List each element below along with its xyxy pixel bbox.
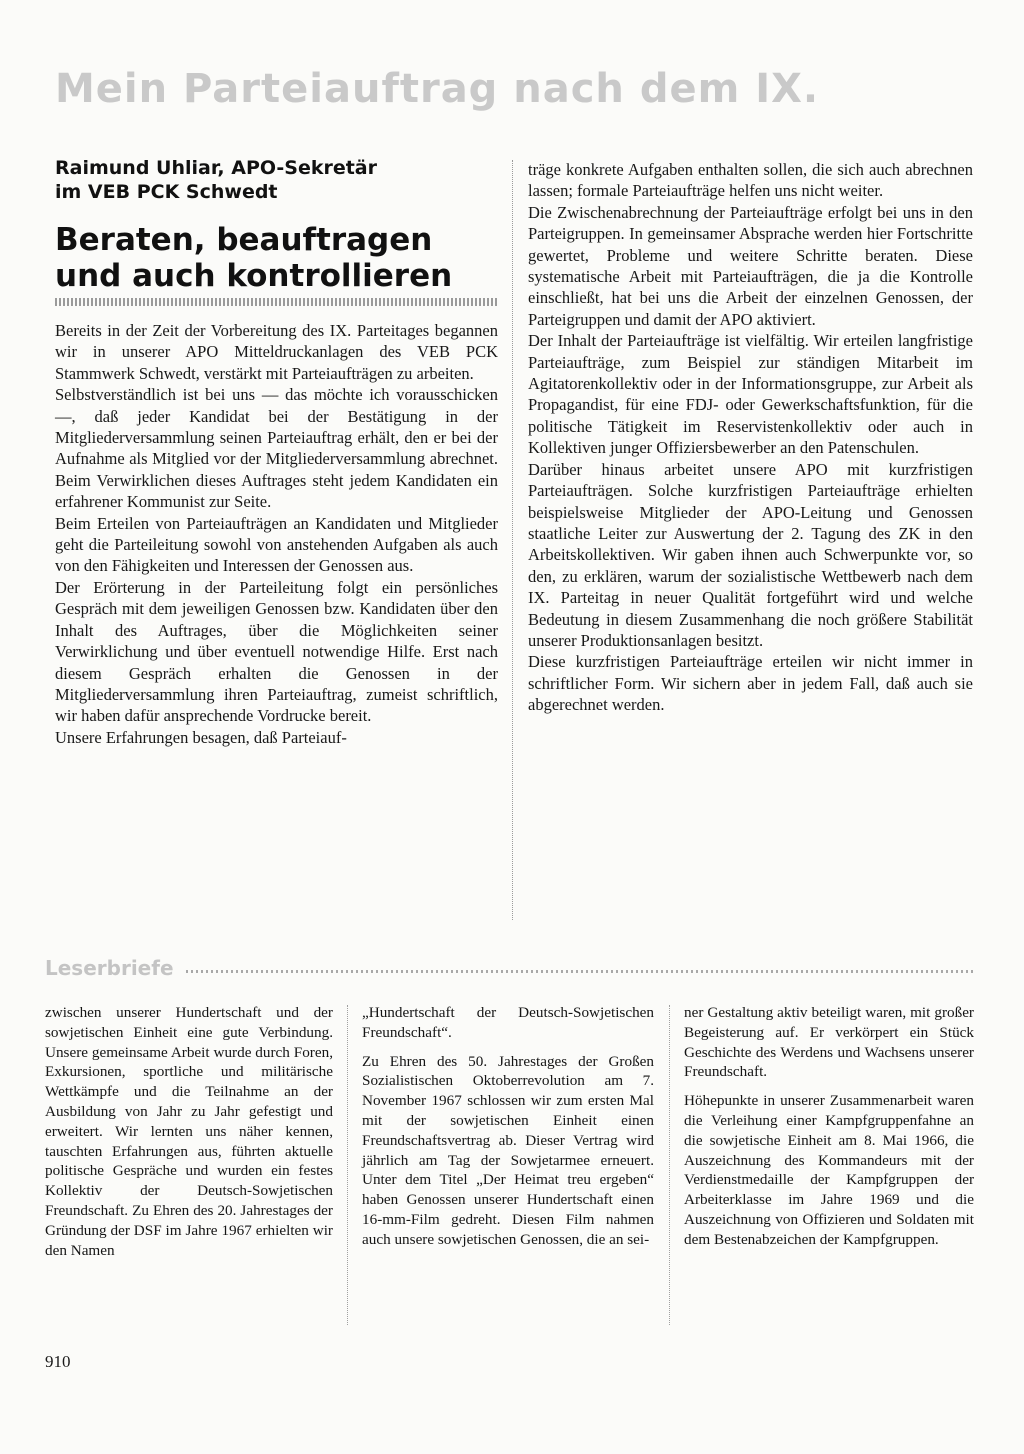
article-paragraph: Der Erörterung in der Parteileitung folgt ein persönliches Gespräch mit dem jeweiligen Genossen bzw. Kandidaten über den Inhalt des Auftrages, über die Möglichkeiten seiner Verwirklichung und über eventuell notwendige Hilfe. Erst nach diesem Gespräch erhalten die Genossen in der Mitgliederversammlung ihren Parteiauftrag, zumeist schriftlich, wir haben dafür ansprechende Vordrucke bereit. (55, 577, 498, 726)
byline-line: Raimund Uhliar, APO-Sekretär (55, 157, 377, 179)
article-paragraph: Diese kurzfristigen Parteiaufträge erteilen wir nicht immer in schriftlicher Form. Wir sichern aber in jedem Fall, daß auch sie abgerechnet werden. (528, 652, 973, 715)
letters-column-2 (362, 1003, 654, 1250)
letters-section-rule (186, 970, 973, 973)
letters-section-label: Leserbriefe (45, 956, 174, 980)
article-paragraph: Unsere Erfahrungen besagen, daß Parteiauf- (55, 727, 347, 747)
letter-paragraph: ner Gestaltung aktiv beteiligt waren, mit großer Begeisterung auf. Er verkörpert ein Stück Geschichte des Werdens und Wachsens unserer Freundschaft. (684, 1004, 974, 1081)
article-column-right (528, 159, 973, 716)
letter-paragraph: zwischen unserer Hundertschaft und der sowjetischen Einheit eine gute Verbindung. Unsere gemeinsame Arbeit wurde durch Foren, Exkursionen, sportliche und militärische Wettkämpfe und die Teilnahme an der Ausbildung von Jahr zu Jahr gefestigt und erweitert. Wir lernten uns näher kennen, tauschten Erfahrungen aus, führten aktuelle politische Gespräche und wurden ein festes Kollektiv der Deutsch-Sowjetischen Freundschaft. Zu Ehren des 20. Jahrestages der Gründung der DSF im Jahre 1967 erhielten wir den Namen (45, 1004, 333, 1259)
letter-paragraph: „Hundertschaft der Deutsch-Sowjetischen Freundschaft“. (362, 1004, 654, 1041)
section-banner: Mein Parteiauftrag nach dem IX. (55, 66, 820, 112)
article-paragraph: Bereits in der Zeit der Vorbereitung des IX. Parteitages begannen wir in unserer APO Mitteldruckanlagen des VEB PCK Stammwerk Schwedt, verstärkt mit Parteiaufträgen zu arbeiten. (55, 321, 498, 383)
headline-rule (55, 298, 498, 306)
letters-column-3 (684, 1003, 974, 1250)
page-number: 910 (45, 1352, 71, 1371)
article-column-left (55, 320, 498, 748)
headline-line: und auch kontrollieren (55, 258, 453, 294)
article-headline (55, 222, 505, 294)
article-byline (55, 156, 495, 204)
article-paragraph: Darüber hinaus arbeitet unsere APO mit kurzfristigen Parteiaufträgen. Solche kurzfristigen Parteiaufträge erhielten beispielsweise Mitglieder der APO-Leitung und Genossen staatliche Leiter zur Auswertung der 2. Tagung des ZK in den Arbeitskollektiven. Wir gaben ihnen auch Schwerpunkte vor, so den, zu erklären, warum der sozialistische Wettbewerb nach dem IX. Parteitag in neuer Qualität fortgeführt wird und welche Bedeutung in diesem Zusammenhang die noch größere Stabilität unserer Produktionsanlagen besitzt. (528, 459, 973, 650)
article-paragraph: Die Zwischenabrechnung der Parteiaufträge erfolgt bei uns in den Parteigruppen. In gemeinsamer Absprache werden hier Fortschritte gewertet, Probleme und weitere Schritte beraten. Diese systematische Arbeit mit Parteiaufträgen, die ja die Kontrolle einschließt, hat bei uns die Arbeit der einzelnen Genossen, der Parteigruppen und damit der APO aktiviert. (528, 202, 973, 329)
article-paragraph: träge konkrete Aufgaben enthalten sollen, die sich auch abrechnen lassen; formale Parteiaufträge helfen uns nicht weiter. (528, 160, 973, 201)
letters-column-1 (45, 1003, 333, 1260)
article-paragraph: Beim Erteilen von Parteiaufträgen an Kandidaten und Mitglieder geht die Parteileitung sowohl von anstehenden Aufgaben als auch von den Fähigkeiten und Interessen der Genossen aus. (55, 513, 498, 576)
article-paragraph: Selbstverständlich ist bei uns — das möchte ich vorausschicken —, daß jeder Kandidat bei der Bestätigung in der Mitgliederversammlung seinen Parteiauftrag erhält, den er bei der Aufnahme als Mitglied vor der Mitgliederversammlung abrechnet. Beim Verwirklichen dieses Auftrages steht jedem Kandidaten ein erfahrener Kommunist zur Seite. (55, 385, 498, 512)
headline-line: Beraten, beauftragen (55, 222, 433, 258)
article-paragraph: Der Inhalt der Parteiaufträge ist vielfältig. Wir erteilen langfristige Parteiaufträge, zum Beispiel zur ständigen Mitarbeit im Agitatorenkollektiv oder in der Informationsgruppe, zur Arbeit als Propagandist, für eine FDJ- oder Gewerkschaftsfunktion, für die politische Tätigkeit im Reservistenkollektiv oder auch in Kollektiven junger Offiziersbewerber an den Patenschulen. (528, 331, 973, 458)
letter-paragraph: Höhepunkte in unserer Zusammenarbeit waren die Verleihung einer Kampfgruppenfahne an die sowjetische Einheit am 8. Mai 1966, die Auszeichnung des Kommandeurs mit der Verdienstmedaille der Kampfgruppen der Arbeiterklasse im Jahre 1969 und die Auszeichnung von Offizieren und Soldaten mit dem Bestenabzeichen der Kampfgruppen. (684, 1092, 974, 1248)
column-divider (347, 1005, 348, 1325)
byline-line: im VEB PCK Schwedt (55, 181, 278, 203)
letter-paragraph: Zu Ehren des 50. Jahrestages der Großen Sozialistischen Oktoberrevolution am 7. November 1967 schlossen wir zum ersten Mal mit der sowjetischen Einheit einen Freundschaftsvertrag ab. Dieser Vertrag wird jährlich am Tag der Sowjetarmee erneuert. Unter dem Titel „Der Heimat treu ergeben“ haben Genossen unserer Hundertschaft einen 16-mm-Film gedreht. Diesen Film nahmen auch unsere sowjetischen Genossen, die an sei- (362, 1052, 654, 1248)
column-divider (669, 1005, 670, 1325)
column-divider (512, 160, 513, 920)
